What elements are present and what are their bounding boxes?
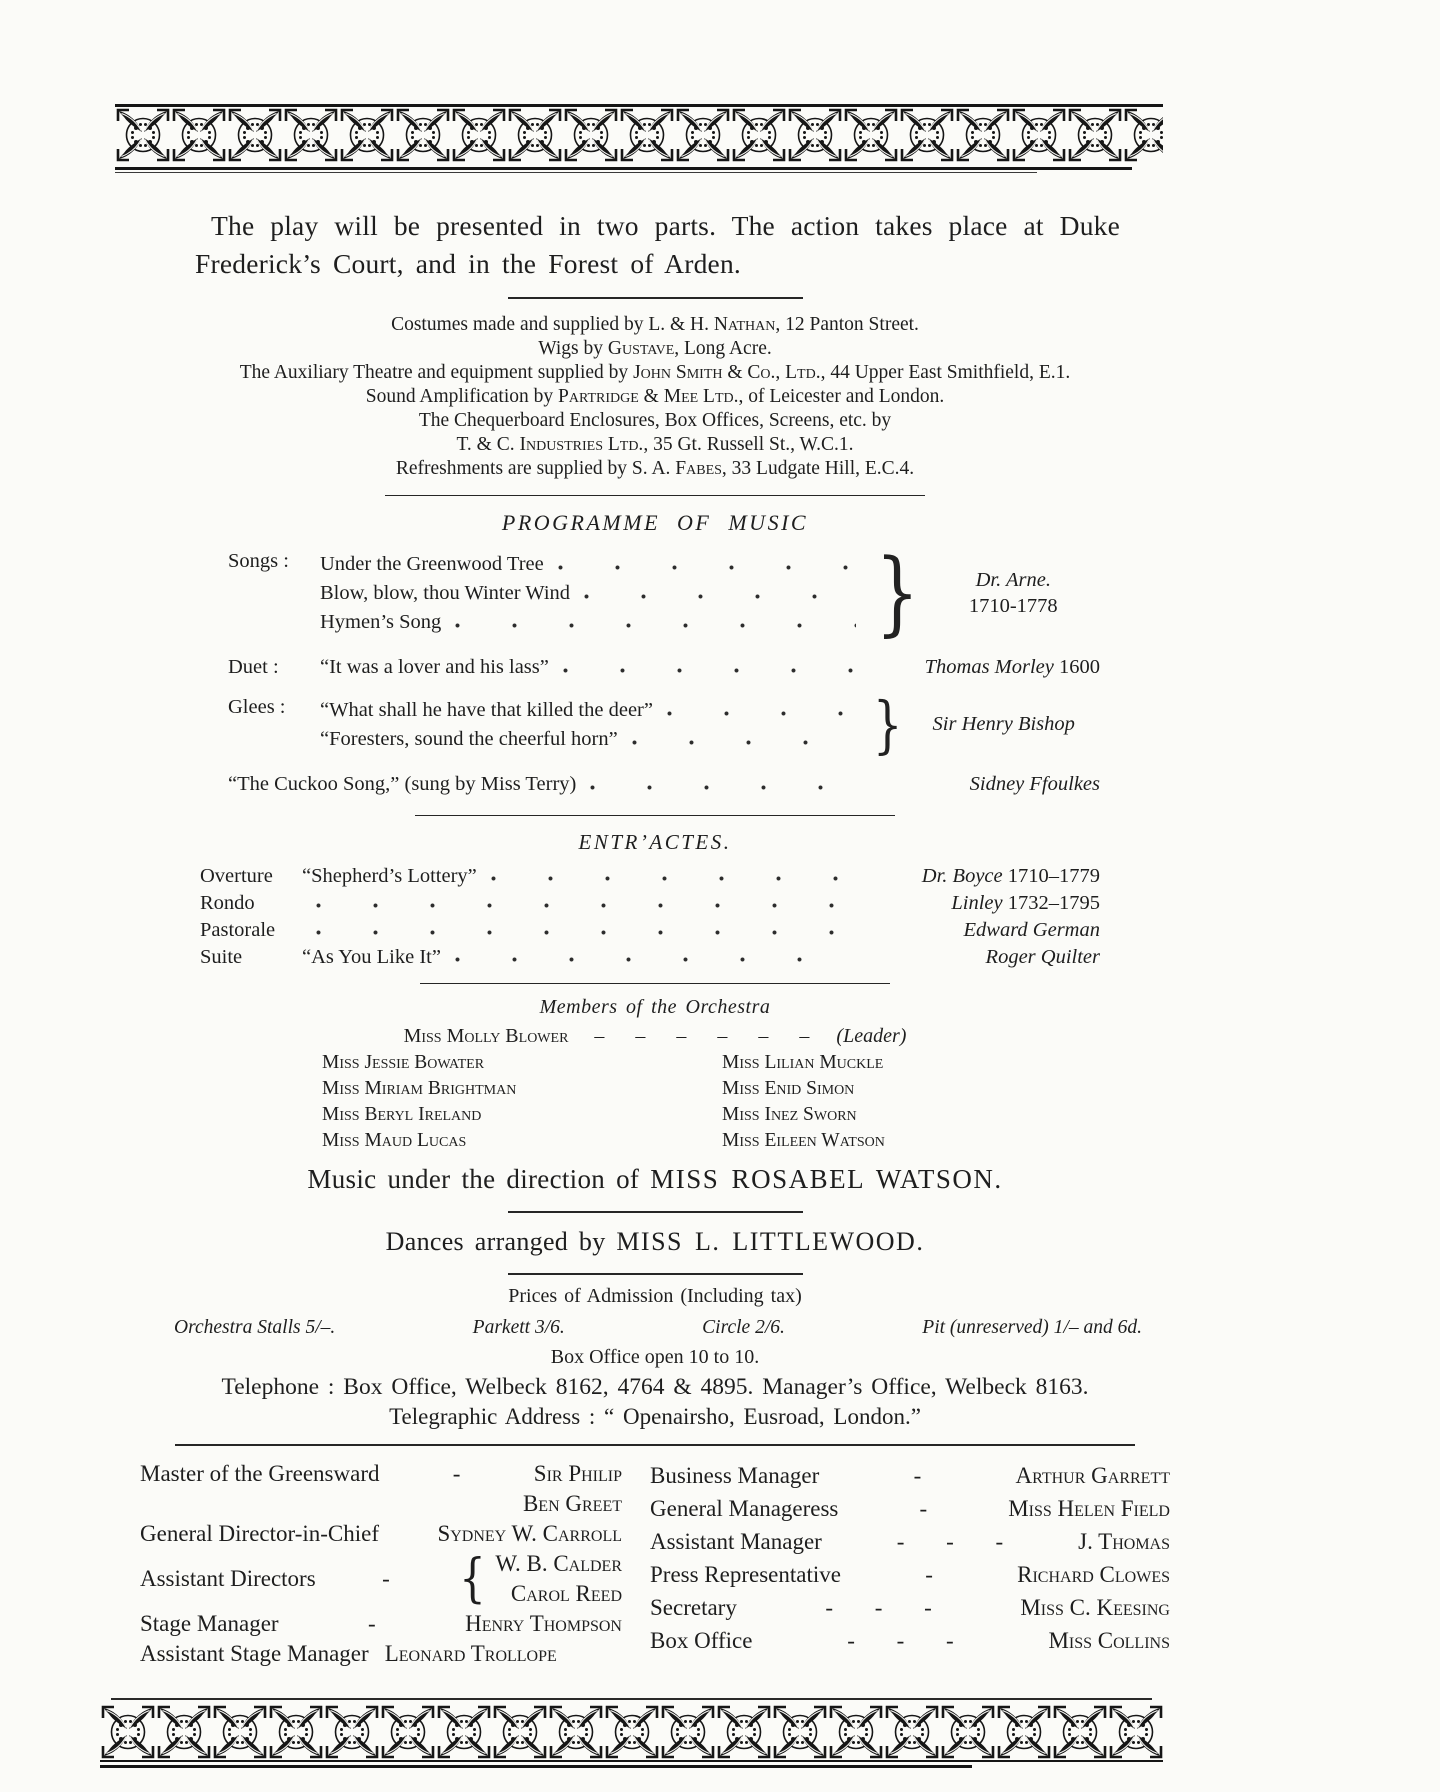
orchestra-member: Miss Lilian Muckle [722, 1052, 884, 1073]
songs-label: Songs : [228, 550, 289, 572]
ornament-tile [283, 107, 339, 163]
leader-dashes: – – – – – – [594, 1025, 811, 1047]
price-item: Parkett 3/6. [472, 1317, 565, 1338]
brace-glyph: { [459, 1548, 487, 1609]
ornament-tile [436, 1704, 492, 1760]
credit-line: Costumes made and supplied by L. & H. Nathan, 12 Panton Street. [391, 314, 919, 335]
ornament-tile [843, 107, 899, 163]
credit-line: Wigs by Gustave, Long Acre. [538, 338, 772, 359]
top-ornament-border [115, 104, 1163, 173]
dot-leader [558, 565, 856, 571]
ornament-tile [955, 107, 1011, 163]
ornament-tile [884, 1704, 940, 1760]
suppliers-credits [140, 313, 1170, 481]
ornament-tile [268, 1704, 324, 1760]
orchestra-member: Miss Inez Sworn [722, 1104, 857, 1125]
staff-row: Press Representative - Richard Clowes [650, 1562, 1170, 1587]
dot-leader [590, 785, 853, 791]
ornament-tile [339, 107, 395, 163]
duet-label: Duet : [228, 656, 279, 678]
leader-label: (Leader) [836, 1025, 907, 1047]
orchestra-members [322, 1050, 1122, 1154]
dot-leader [455, 957, 853, 963]
ornament-tile [451, 107, 507, 163]
ornament-rule [115, 167, 1132, 170]
credit-line: Sound Amplification by Partridge & Mee Ltd., of Leicester and London. [365, 386, 945, 407]
dot-leader [316, 930, 853, 936]
staff-row: Assistant Stage Manager Leonard Trollope [140, 1641, 557, 1666]
ornament-tile [1123, 107, 1163, 163]
section-rule [420, 983, 890, 984]
leader-name: Miss Molly Blower [403, 1025, 569, 1047]
glees-composer: Sir Henry Bishop [932, 713, 1075, 736]
music-programme [140, 539, 1170, 799]
entracte-composer: Linley 1732–1795 [951, 892, 1100, 914]
ornament-tile [227, 107, 283, 163]
telegraphic-line: Telegraphic Address : “ Openairsho, Eusroad, London.” [389, 1404, 921, 1429]
credit-line: T. & C. Industries Ltd., 35 Gt. Russell St., W.C.1. [456, 434, 854, 455]
orchestra-heading: Members of the Orchestra [539, 996, 771, 1018]
ornament-tile [675, 107, 731, 163]
glees-group [228, 688, 1100, 762]
ornament-tile [1067, 107, 1123, 163]
credit-line: The Chequerboard Enclosures, Box Offices, Screens, etc. by [418, 410, 892, 431]
ornament-tile [772, 1704, 828, 1760]
dot-leader [563, 668, 853, 674]
orchestra-member: Miss Jessie Bowater [322, 1052, 485, 1073]
staff-row: Ben Greet [522, 1491, 622, 1516]
orchestra-member: Miss Miriam Brightman [322, 1078, 517, 1099]
orchestra-leader-row [140, 1025, 1170, 1048]
entracte-row: Rondo Linley 1732–1795 [200, 890, 1100, 917]
top-margin [140, 0, 1170, 104]
duet-row: Duet : “It was a lover and his lass” Thomas Morley 1600 [228, 653, 1100, 682]
credit-line: Refreshments are supplied by S. A. Fabes, 33 Ludgate Hill, E.C.4. [395, 458, 915, 479]
staff-row: Business Manager - Arthur Garrett [650, 1463, 1170, 1488]
song-row: Blow, blow, thou Winter Wind [320, 579, 868, 608]
entractes-list [140, 863, 1170, 971]
music-direction-line: Music under the direction of MISS ROSABEL WATSON. [307, 1164, 1003, 1194]
songs-group [228, 539, 1100, 647]
ornament-tile [828, 1704, 884, 1760]
ornament-rule [100, 1765, 972, 1768]
ornament-tile [507, 107, 563, 163]
dot-leader [491, 876, 853, 882]
section-rule [508, 1211, 803, 1213]
ornament-tile [1011, 107, 1067, 163]
price-item: Orchestra Stalls 5/–. [174, 1317, 336, 1338]
ornament-tile [716, 1704, 772, 1760]
dances-line: Dances arranged by MISS L. LITTLEWOOD. [385, 1227, 925, 1256]
ornament-tile [660, 1704, 716, 1760]
section-rule [508, 1273, 803, 1275]
ornament-tile [940, 1704, 996, 1760]
ornament-tile [996, 1704, 1052, 1760]
page-content [140, 0, 1170, 1669]
staff-left-column [140, 1459, 622, 1669]
ornament-tile [731, 107, 787, 163]
ornament-band [115, 104, 1163, 163]
staff-row: Box Office - - - Miss Collins [650, 1628, 1170, 1653]
ornament-rule-thin [115, 172, 1037, 173]
glee-row: “Foresters, sound the cheerful horn” [320, 725, 868, 754]
orchestra-member: Miss Enid Simon [722, 1078, 855, 1099]
entracte-row: Pastorale Edward German [200, 917, 1100, 944]
dot-leader [584, 594, 856, 600]
ornament-tile [548, 1704, 604, 1760]
ornament-tile [492, 1704, 548, 1760]
staff-row: General Director-in-Chief Sydney W. Carroll [140, 1521, 622, 1546]
admission-heading: Prices of Admission (Including tax) [508, 1285, 802, 1307]
intro-paragraph: The play will be presented in two parts. The action takes place at Duke Frederick’s Court, and in the Forest of Arden. [195, 210, 1120, 279]
song-row: Hymen’s Song [320, 608, 868, 637]
section-rule [415, 815, 895, 816]
price-item: Circle 2/6. [702, 1317, 785, 1338]
glee-row: “What shall he have that killed the deer” [320, 696, 868, 725]
ornament-tile [1108, 1704, 1163, 1760]
cuckoo-row: “The Cuckoo Song,” (sung by Miss Terry) Sidney Ffoulkes [228, 770, 1100, 799]
ornament-tile [171, 107, 227, 163]
ornament-tile [1052, 1704, 1108, 1760]
ornament-tile [100, 1704, 156, 1760]
box-office-hours: Box Office open 10 to 10. [550, 1346, 760, 1368]
ornament-tile [787, 107, 843, 163]
staff-row: Assistant Manager - - - J. Thomas [650, 1529, 1170, 1554]
ornament-tile [115, 107, 171, 163]
brace-glyph: } [875, 539, 920, 647]
dot-leader [667, 711, 856, 717]
price-item: Pit (unreserved) 1/– and 6d. [922, 1317, 1142, 1338]
duet-composer: Thomas Morley 1600 [924, 656, 1100, 678]
dot-leader [455, 623, 856, 629]
cuckoo-composer: Sidney Ffoulkes [969, 773, 1100, 795]
programme-of-music-heading: PROGRAMME OF MUSIC [501, 510, 809, 535]
entracte-composer: Roger Quilter [985, 946, 1100, 968]
ornament-rule [111, 1698, 1153, 1700]
ornament-tile [395, 107, 451, 163]
staff-divider-rule [175, 1444, 1135, 1446]
ornament-tile [380, 1704, 436, 1760]
glees-label: Glees : [228, 696, 286, 718]
songs-composer: Dr. Arne. 1710-1778 [968, 569, 1058, 618]
staff-row: General Manageress - Miss Helen Field [650, 1496, 1170, 1521]
section-rule [508, 297, 803, 299]
brace-glyph: } [872, 688, 903, 762]
staff-row: Secretary - - - Miss C. Keesing [650, 1595, 1170, 1620]
ornament-tile [899, 107, 955, 163]
ornament-tile [212, 1704, 268, 1760]
orchestra-member: Miss Maud Lucas [322, 1130, 467, 1151]
ornament-band [100, 1704, 1163, 1762]
credit-line: The Auxiliary Theatre and equipment supplied by John Smith & Co., Ltd., 44 Upper East Smithfield, E.1. [239, 362, 1071, 383]
entractes-heading: ENTR’ACTES. [578, 830, 732, 854]
ornament-tile [619, 107, 675, 163]
entracte-row: Suite “As You Like It” Roger Quilter [200, 944, 1100, 971]
ornament-tile [156, 1704, 212, 1760]
staff-right-column [622, 1459, 1170, 1669]
bottom-ornament-border [100, 1698, 1163, 1768]
song-row: Under the Greenwood Tree [320, 550, 868, 579]
orchestra-member: Miss Eileen Watson [722, 1130, 885, 1151]
staff-row: Master of the Greensward - Sir Philip [140, 1461, 622, 1486]
entracte-composer: Dr. Boyce 1710–1779 [921, 865, 1100, 887]
ornament-tile [324, 1704, 380, 1760]
entracte-row: Overture “Shepherd’s Lottery” Dr. Boyce 1710–1779 [200, 863, 1100, 890]
admission-prices [140, 1315, 1170, 1341]
staff-row: Stage Manager - Henry Thompson [140, 1611, 622, 1636]
dot-leader [632, 740, 856, 746]
entracte-composer: Edward German [963, 919, 1100, 941]
ornament-tile [563, 107, 619, 163]
staff-row: Assistant Directors - { W. B. Calder Carol Reed [140, 1548, 622, 1609]
telephone-line: Telephone : Box Office, Welbeck 8162, 4764 & 4895. Manager’s Office, Welbeck 8163. [221, 1374, 1089, 1400]
dot-leader [316, 903, 853, 909]
section-rule [385, 495, 925, 496]
ornament-tile [604, 1704, 660, 1760]
staff-block [140, 1459, 1170, 1669]
orchestra-member: Miss Beryl Ireland [322, 1104, 482, 1125]
